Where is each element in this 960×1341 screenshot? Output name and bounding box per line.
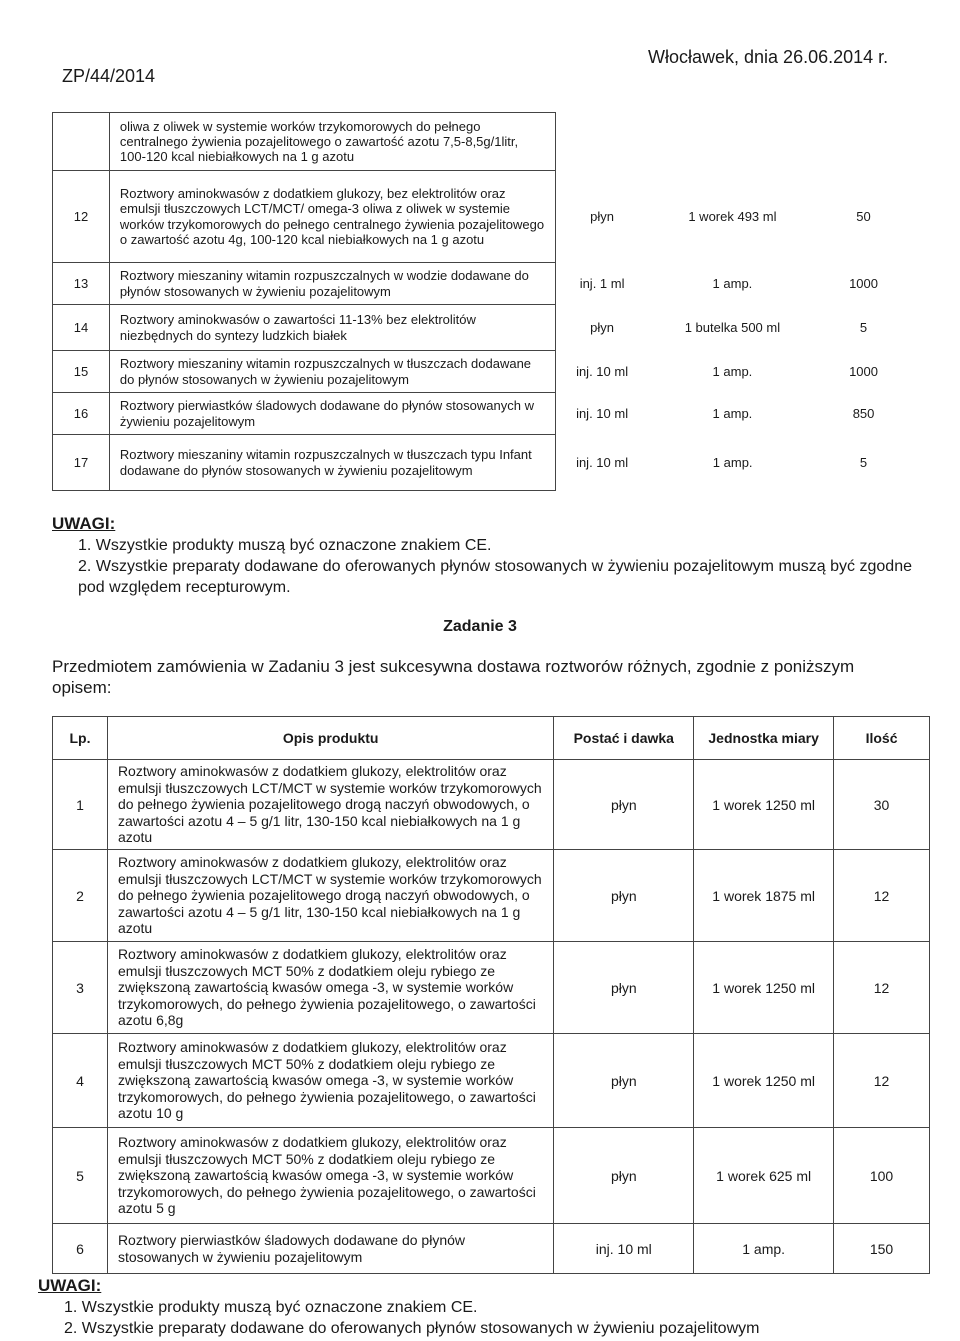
row-description: Roztwory aminokwasów z dodatkiem glukozy, elektrolitów oraz emulsji tłuszczowych MCT 50% z dodatkiem oleju rybiego ze zwiększoną zawartością kwasów omega -3, w systemie worków trzykomorowych, do pełnego żywienia pozajelitowego, o zawartości azotu 10 g — [107, 1034, 553, 1128]
place-and-date: Włocławek, dnia 26.06.2014 r. — [648, 47, 889, 67]
table-row — [53, 351, 910, 393]
row-unit: 1 butelka 500 ml — [684, 320, 781, 335]
row-form: inj. 10 ml — [556, 351, 648, 393]
row-form: płyn — [554, 850, 694, 942]
table-row — [53, 1128, 930, 1224]
header-description: Opis produktu — [107, 717, 553, 760]
row-unit: 1 worek 1875 ml — [694, 850, 834, 942]
row-quantity: 12 — [834, 850, 930, 942]
row-quantity — [818, 113, 910, 171]
row-unit: 1 amp. — [712, 364, 753, 379]
row-unit: 1 worek 625 ml — [694, 1128, 834, 1224]
row-lp: 16 — [53, 393, 110, 435]
row-unit: 1 amp. — [712, 406, 753, 421]
row-form: inj. 1 ml — [556, 263, 648, 305]
row-lp — [53, 113, 110, 171]
row-unit: 1 worek 1250 ml — [694, 1034, 834, 1128]
row-lp: 2 — [53, 850, 108, 942]
notes-section-2 — [38, 1276, 918, 1340]
row-unit: 1 amp. — [694, 1224, 834, 1274]
table-row — [53, 305, 910, 351]
row-form: płyn — [556, 305, 648, 351]
row-unit: 1 amp. — [712, 276, 753, 291]
row-unit: 1 worek 1250 ml — [694, 942, 834, 1034]
row-quantity: 30 — [834, 760, 930, 850]
row-form: inj. 10 ml — [554, 1224, 694, 1274]
table-header-row — [53, 717, 930, 760]
row-unit — [648, 113, 818, 171]
row-quantity: 50 — [856, 209, 871, 224]
table-row — [53, 435, 910, 491]
table-row — [53, 263, 910, 305]
table-row — [53, 113, 910, 171]
row-form: płyn — [554, 1034, 694, 1128]
document-reference: ZP/44/2014 — [62, 66, 156, 86]
notes-title: UWAGI: — [38, 1276, 102, 1295]
row-quantity: 1000 — [849, 364, 878, 379]
row-description: oliwa z oliwek w systemie worków trzykomorowych do pełnego centralnego żywienia pozajelitowego o zawartość azotu 7,5-8,5g/1litr, 100-120 kcal niebiałkowych na 1 g azotu — [109, 113, 555, 171]
row-form: płyn — [556, 171, 648, 263]
row-lp: 15 — [53, 351, 110, 393]
row-description: Roztwory aminokwasów z dodatkiem glukozy, bez elektrolitów oraz emulsji tłuszczowych LCT/MCT/ omega-3 oliwa z oliwek w systemie worków trzykomorowych do pełnego centralnego żywienia pozajelitowego o zawartość azotu 4g, 100-120 kcal niebiałkowych na 1 g azotu — [109, 171, 555, 263]
header-lp: Lp. — [53, 717, 108, 760]
header-unit: Jednostka miary — [694, 717, 834, 760]
note-item: 2. Wszystkie preparaty dodawane do oferowanych płynów stosowanych w żywieniu pozajelitowym — [64, 1319, 760, 1337]
products-table-task3 — [52, 716, 930, 1274]
row-form — [556, 113, 648, 171]
table-row — [53, 850, 930, 942]
row-lp: 13 — [53, 263, 110, 305]
row-lp: 5 — [53, 1128, 108, 1224]
notes-section — [52, 514, 912, 598]
row-unit: 1 worek 493 ml — [688, 209, 777, 224]
section-title: Zadanie 3 — [443, 618, 517, 635]
row-quantity: 1000 — [849, 276, 878, 291]
row-lp: 12 — [53, 171, 110, 263]
row-description: Roztwory aminokwasów o zawartości 11-13% bez elektrolitów niezbędnych do syntezy ludzkich białek — [109, 305, 555, 351]
table-row — [53, 393, 910, 435]
table-row — [53, 942, 930, 1034]
row-description: Roztwory aminokwasów z dodatkiem glukozy, elektrolitów oraz emulsji tłuszczowych MCT 50% z dodatkiem oleju rybiego ze zwiększoną zawartością kwasów omega -3, w systemie worków trzykomorowych, do pełnego żywienia pozajelitowego, o zawartości azotu 6,8g — [107, 942, 553, 1034]
row-unit: 1 worek 1250 ml — [694, 760, 834, 850]
row-description: Roztwory pierwiastków śladowych dodawane do płynów stosowanych w żywieniu pozajelitowym — [107, 1224, 553, 1274]
row-unit: 1 amp. — [712, 455, 753, 470]
row-form: płyn — [554, 1128, 694, 1224]
row-description: Roztwory mieszaniny witamin rozpuszczalnych w tłuszczach dodawane do płynów stosowanych w żywieniu pozajelitowym — [109, 351, 555, 393]
row-lp: 3 — [53, 942, 108, 1034]
table-row — [53, 171, 910, 263]
row-lp: 14 — [53, 305, 110, 351]
note-item: 1. Wszystkie produkty muszą być oznaczone znakiem CE. — [64, 1299, 478, 1316]
table-row — [53, 1224, 930, 1274]
row-lp: 1 — [53, 760, 108, 850]
section-intro: Przedmiotem zamówienia w Zadaniu 3 jest sukcesywna dostawa roztworów różnych, zgodnie z poniższym opisem: — [52, 657, 855, 698]
row-lp: 6 — [53, 1224, 108, 1274]
row-quantity: 850 — [852, 406, 875, 421]
header-form: Postać i dawka — [554, 717, 694, 760]
note-item: 2. Wszystkie preparaty dodawane do oferowanych płynów stosowanych w żywieniu pozajelitowym muszą być zgodne pod względem recepturowym. — [78, 557, 912, 596]
row-form: inj. 10 ml — [556, 435, 648, 491]
row-quantity: 12 — [834, 942, 930, 1034]
row-quantity: 12 — [834, 1034, 930, 1128]
row-description: Roztwory aminokwasów z dodatkiem glukozy, elektrolitów oraz emulsji tłuszczowych LCT/MCT w systemie worków trzykomorowych do pełnego żywienia pozajelitowego drogą naczyń obwodowych, o zawartości azotu 4 – 5 g/1 litr, 130-150 kcal niebiałkowych na 1 g azotu — [107, 850, 553, 942]
row-description: Roztwory pierwiastków śladowych dodawane do płynów stosowanych w żywieniu pozajelitowym — [109, 393, 555, 435]
row-quantity: 150 — [834, 1224, 930, 1274]
products-table-continued — [52, 112, 910, 491]
row-description: Roztwory mieszaniny witamin rozpuszczalnych w tłuszczach typu Infant dodawane do płynów stosowanych w żywieniu pozajelitowym — [109, 435, 555, 491]
row-quantity: 100 — [834, 1128, 930, 1224]
row-description: Roztwory mieszaniny witamin rozpuszczalnych w wodzie dodawane do płynów stosowanych w żywieniu pozajelitowym — [109, 263, 555, 305]
row-form: płyn — [554, 760, 694, 850]
note-item: 1. Wszystkie produkty muszą być oznaczone znakiem CE. — [78, 537, 492, 554]
row-quantity: 5 — [859, 455, 868, 470]
row-lp: 17 — [53, 435, 110, 491]
row-form: płyn — [554, 942, 694, 1034]
table-row — [53, 1034, 930, 1128]
table-row — [53, 760, 930, 850]
row-description: Roztwory aminokwasów z dodatkiem glukozy, elektrolitów oraz emulsji tłuszczowych MCT 50% z dodatkiem oleju rybiego ze zwiększoną zawartością kwasów omega -3, w systemie worków trzykomorowych, do pełnego żywienia pozajelitowego, o zawartości azotu 5 g — [107, 1128, 553, 1224]
header-quantity: Ilość — [834, 717, 930, 760]
row-quantity: 5 — [859, 320, 868, 335]
row-description: Roztwory aminokwasów z dodatkiem glukozy, elektrolitów oraz emulsji tłuszczowych LCT/MCT w systemie worków trzykomorowych do pełnego żywienia pozajelitowego drogą naczyń obwodowych, o zawartości azotu 4 – 5 g/1 litr, 130-150 kcal niebiałkowych na 1 g azotu — [107, 760, 553, 850]
row-form: inj. 10 ml — [556, 393, 648, 435]
row-lp: 4 — [53, 1034, 108, 1128]
notes-title: UWAGI: — [52, 514, 116, 533]
